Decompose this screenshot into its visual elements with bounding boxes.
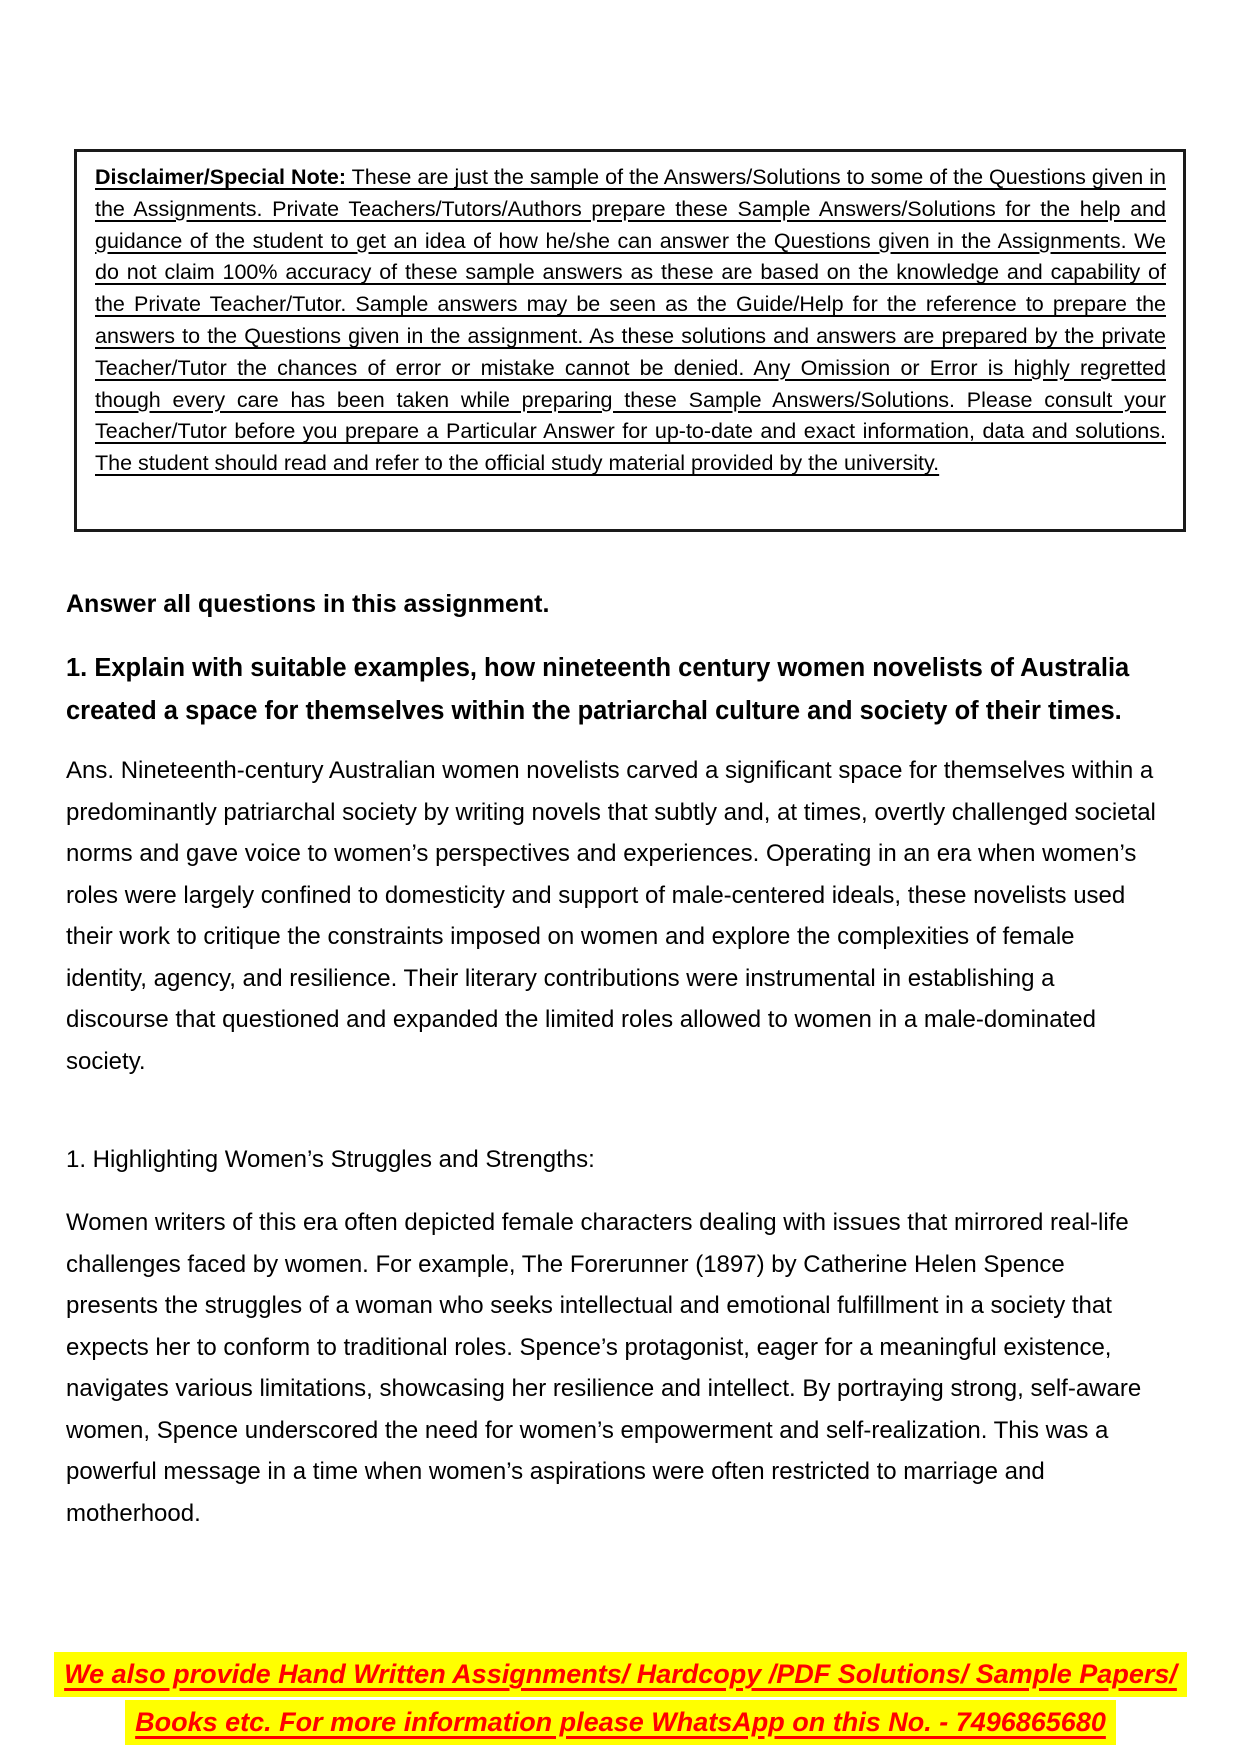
section-1-heading: 1. Highlighting Women’s Struggles and Strengths: — [66, 1146, 595, 1173]
answer-paragraph: Ans. Nineteenth-century Australian women novelists carved a significant space for themselves within a predominantly patriarchal society by writing novels that subtly and, at times, overtly challenged societal norms and gave voice to women’s perspectives and experiences. Operating in an era when women’s roles were largely confined to domesticity and support of male-centered ideals, these novelists used their work to critique the constraints imposed on women and explore the complexities of female identity, agency, and resilience. Their literary contributions were instrumental in establishing a discourse that questioned and expanded the limited roles allowed to women in a male-dominated society. — [66, 757, 1156, 1075]
disclaimer-text — [95, 162, 1166, 480]
disclaimer-label: Disclaimer/Special Note: — [95, 165, 346, 189]
disclaimer-box — [74, 149, 1186, 532]
question-1-heading: 1. Explain with suitable examples, how nineteenth century women novelists of Australia created a space for themselves within the patriarchal culture and society of their times. — [66, 654, 1130, 725]
instruction-heading: Answer all questions in this assignment. — [66, 590, 550, 618]
footer-promo-row — [0, 1700, 1241, 1745]
main-content — [66, 588, 1158, 1534]
footer-promo — [0, 1652, 1241, 1748]
section-1-paragraph: Women writers of this era often depicted female characters dealing with issues that mirrored real-life challenges faced by women. For example, The Forerunner (1897) by Catherine Helen Spence presents the struggles of a woman who seeks intellectual and emotional fulfillment in a society that expects her to conform to traditional roles. Spence’s protagonist, eager for a meaningful existence, navigates various limitations, showcasing her resilience and intellect. By portraying strong, self-aware women, Spence underscored the need for women’s empowerment and self-realization. This was a powerful message in a time when women’s aspirations were often restricted to marriage and motherhood. — [66, 1209, 1142, 1527]
footer-promo-line2: Books etc. For more information please WhatsApp on this No. - 7496865680 — [125, 1700, 1116, 1745]
disclaimer-body-text: These are just the sample of the Answers/Solutions to some of the Questions given in the Assignments. Private Teachers/Tutors/Authors prepare these Sample Answers/Solutions for the help and guidance of the student to get an idea of how he/she can answer the Questions given in the Assignments. We do not claim 100% accuracy of these sample answers as these are based on the knowledge and capability of the Private Teacher/Tutor. Sample answers may be seen as the Guide/Help for the reference to prepare the answers to the Questions given in the assignment. As these solutions and answers are prepared by the private Teacher/Tutor the chances of error or mistake cannot be denied. Any Omission or Error is highly regretted though every care has been taken while preparing these Sample Answers/Solutions. Please consult your Teacher/Tutor before you prepare a Particular Answer for up-to-date and exact information, data and solutions. The student should read and refer to the official study material provided by the university. — [95, 165, 1167, 476]
footer-promo-line1: We also provide Hand Written Assignments/ Hardcopy /PDF Solutions/ Sample Papers/ — [54, 1652, 1187, 1697]
footer-promo-row — [0, 1652, 1241, 1697]
